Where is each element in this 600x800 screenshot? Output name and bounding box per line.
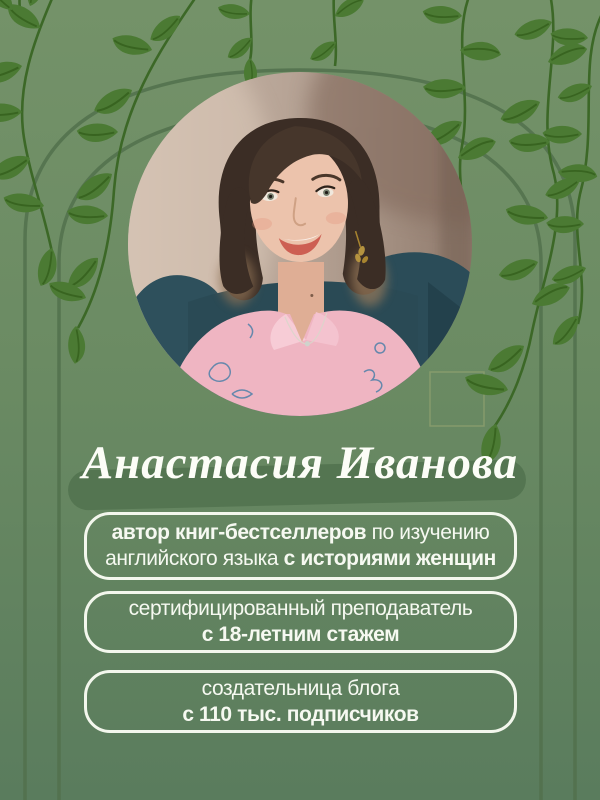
vine-left-outer (0, 0, 64, 289)
badge-blog-line1: создательница блога (201, 676, 400, 700)
badge-blog (84, 670, 517, 733)
portrait-illustration (128, 72, 472, 416)
badge-teacher-line2: с 18-летним стажем (201, 623, 400, 646)
portrait-photo (128, 72, 472, 416)
badge-teacher (84, 591, 517, 653)
badge-author-line1: автор книг-бестселлеров по изучению (111, 521, 490, 544)
badge-author-line2: английского языка с историями женщин (105, 547, 496, 570)
badge-author (84, 512, 517, 580)
title-block (0, 425, 600, 515)
badge-blog-line2: с 110 тыс. подписчиков (182, 702, 419, 726)
badge-teacher-line1: сертифицированный преподаватель (128, 597, 473, 620)
profile-name: Анастасия Иванова (81, 437, 519, 489)
